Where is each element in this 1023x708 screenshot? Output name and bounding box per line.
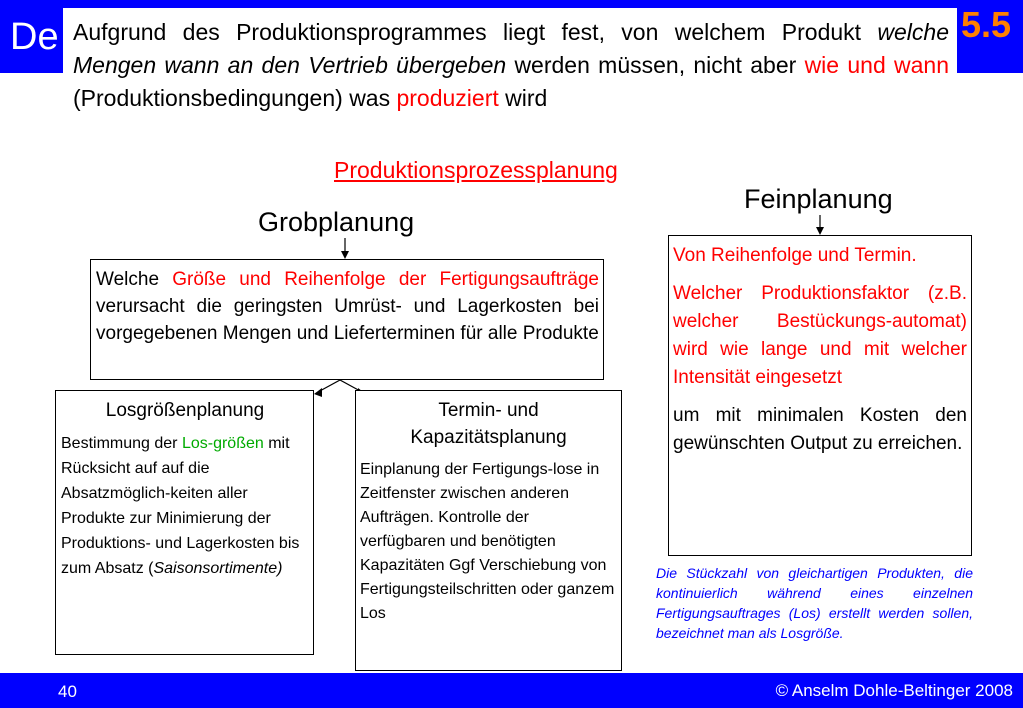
fein-arrowhead <box>816 227 824 235</box>
fein-paragraph-2: Welcher Produktionsfaktor (z.B. welcher Bestückungs-automat) wird wie lange und mit welcher Intensität eingesetzt <box>673 283 967 388</box>
page-number: 40 <box>58 682 77 701</box>
intro-text-part: wird <box>498 85 548 111</box>
fein-paragraph-3: um mit minimalen Kosten den gewünschten Output zu erreichen. <box>673 405 967 454</box>
losgroessenplanung-box <box>55 390 314 655</box>
section-number: 5.5 <box>960 4 1011 45</box>
los-text: mit Rücksicht auf auf die Absatzmöglich-keiten aller Produkte zur Minimierung der Produktions- und Lagerkosten bis zum Absatz ( <box>61 435 300 577</box>
slide-title: De <box>10 16 59 58</box>
feinplanung-title: Feinplanung <box>744 184 893 214</box>
grob-text: Welche <box>96 269 173 290</box>
losgroesse-note: Die Stückzahl von gleichartigen Produkten, die kontinuierlich während eines einzelnen Fertigungsauftrages (Los) erstellt werden sollen, bezeichnet man als Losgröße. <box>656 565 973 641</box>
intro-text-highlight: produziert <box>396 85 499 111</box>
grob-text: verursacht die geringsten Umrüst- und Lagerkosten bei vorgegebenen Mengen und Lieferterminen für alle Produkte <box>96 296 599 344</box>
termin-text: Einplanung der Fertigungs-lose in Zeitfenster zwischen anderen Aufträgen. Kontrolle der verfügbaren und benötigten Kapazitäten Ggf Verschiebung von Fertigungsteilschritten oder ganzem Los <box>360 461 615 622</box>
termin-title: Termin- und Kapazitätsplanung <box>410 400 567 448</box>
intro-text-highlight: wie und wann <box>804 52 949 78</box>
heading-produktionsprozessplanung[interactable]: Produktionsprozessplanung <box>334 157 618 183</box>
intro-text-italic: welche Mengen wann an den Vertrieb übergeben <box>73 19 949 78</box>
copyright: © Anselm Dohle-Beltinger 2008 <box>775 681 1013 700</box>
fein-paragraph-1: Von Reihenfolge und Termin. <box>673 245 917 266</box>
los-text-highlight: Los-größen <box>181 435 264 452</box>
intro-text-part: Aufgrund des Produktionsprogrammes liegt fest, von welchem Produkt <box>73 19 878 45</box>
grobplanung-title: Grobplanung <box>258 207 415 237</box>
footer-bar <box>0 673 1023 708</box>
intro-text-part: (Produktionsbedingungen) was <box>73 85 397 111</box>
los-text: Bestimmung der <box>61 435 182 452</box>
feinplanung-box <box>668 235 972 556</box>
grob-arrowhead <box>341 251 349 259</box>
grobplanung-box <box>90 259 604 380</box>
los-text-italic: Saisonsortimente) <box>153 560 283 577</box>
losgroessen-title: Losgrößenplanung <box>105 400 265 421</box>
grob-text-highlight: Größe und Reihenfolge der Fertigungsaufträge <box>172 269 599 290</box>
branch-arrowhead-left <box>314 388 322 397</box>
terminplanung-box <box>355 390 622 671</box>
intro-text-part: werden müssen, nicht aber <box>506 52 805 78</box>
losgroessen-text <box>61 431 309 581</box>
